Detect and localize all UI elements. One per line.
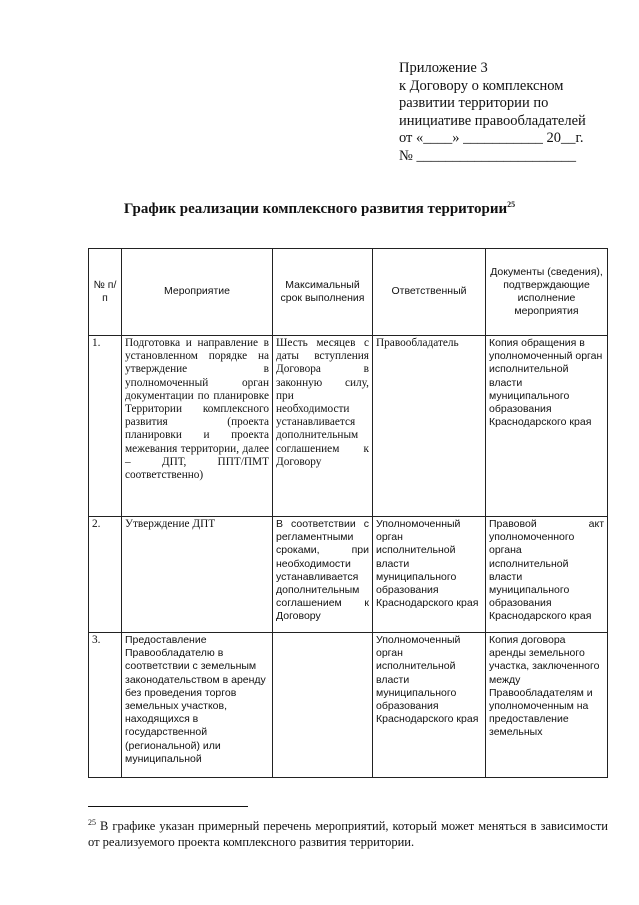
row-responsible: Уполномоченный орган исполнительной власти муниципального образования Краснодарского края	[373, 517, 486, 633]
header-event: Мероприятие	[122, 249, 273, 336]
table-row	[89, 633, 608, 778]
appendix-line: от «____» ___________ 20__г.	[399, 130, 584, 146]
title-footnote-ref: 25	[507, 200, 516, 209]
row-num: 1.	[89, 336, 122, 517]
appendix-block	[399, 60, 619, 165]
footnote-divider	[88, 806, 248, 807]
row-responsible: Правообладатель	[373, 336, 486, 517]
row-deadline: В соответствии с регламентными сроками, при необходимости устанавливается дополнительным соглашением к Договору	[273, 517, 373, 633]
row-documents: Копия обращения в уполномоченный орган исполнительной власти муниципального образования Краснодарского края	[486, 336, 608, 517]
header-documents: Документы (сведения), подтверждающие исполнение мероприятия	[486, 249, 608, 336]
row-event: Утверждение ДПТ	[122, 517, 273, 633]
appendix-line: № ______________________	[399, 147, 576, 164]
row-documents: Правовой акт уполномоченного органа исполнительной власти муниципального образования Краснодарского края	[486, 517, 608, 633]
appendix-line: к Договору о комплексном	[399, 77, 564, 94]
page-title	[0, 200, 639, 218]
header-num: № п/п	[89, 249, 122, 336]
row-responsible: Уполномоченный орган исполнительной власти муниципального образования Краснодарского края	[373, 633, 486, 778]
row-event: Подготовка и направление в установленном порядке на утверждение в уполномоченный орган документации по планировке Территории комплексного развития (проекта планировки и проекта межевания территории, далее – ДПТ, ППТ/ПМТ соответственно)	[122, 336, 273, 517]
row-event-cell	[122, 633, 273, 778]
table-row	[89, 336, 608, 517]
row-documents: Копия договора аренды земельного участка, заключенного между Правообладателям и уполномоченным на предоставление земельных	[489, 634, 600, 739]
footnote	[88, 815, 608, 850]
appendix-line: развитии территории по	[399, 95, 549, 111]
row-deadline: Шесть месяцев с даты вступления Договора в законную силу, при необходимости устанавливается дополнительным соглашением к Договору	[273, 336, 373, 517]
row-num: 2.	[89, 517, 122, 633]
header-responsible: Ответственный	[373, 249, 486, 336]
appendix-line: Приложение 3	[399, 60, 488, 76]
table-header-row	[89, 249, 608, 336]
row-event: Предоставление Правообладателю в соответствии с земельным законодательством в аренду без проведения торгов земельных участков, находящихся в государственной (региональной) или муниципальной	[125, 634, 266, 765]
footnote-text: В графике указан примерный перечень мероприятий, который может меняться в зависимости от реализуемого проекта комплексного развития территории.	[88, 819, 608, 850]
header-deadline: Максимальный срок выполнения	[273, 249, 373, 336]
row-documents-cell	[486, 633, 608, 778]
title-text: График реализации комплексного развития территории	[123, 201, 508, 217]
appendix-line: инициативе правообладателей	[399, 112, 586, 129]
row-deadline	[273, 633, 373, 778]
footnote-num: 25	[88, 818, 96, 827]
row-num: 3.	[89, 633, 122, 778]
schedule-table	[88, 248, 608, 778]
table-row	[89, 517, 608, 633]
